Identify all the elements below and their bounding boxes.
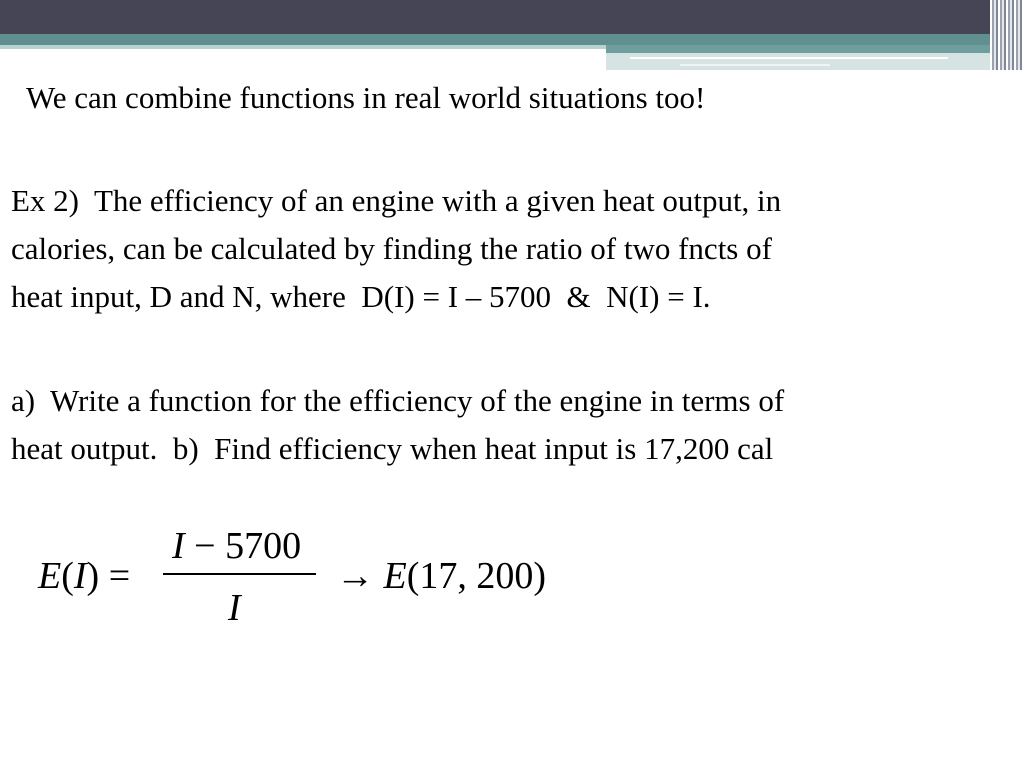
- equation-numerator: [172, 524, 301, 568]
- equation-lhs-close-paren: ): [86, 555, 100, 597]
- header-accent-line-2: [680, 64, 830, 66]
- header-teal-step: [606, 45, 1024, 53]
- task-line-1: a) Write a function for the efficiency of the engine in terms of: [11, 383, 785, 418]
- equation-lhs: [38, 554, 140, 598]
- equation-numerator-rest: − 5700: [184, 525, 302, 567]
- header-accent-line: [630, 57, 948, 59]
- intro-text: We can combine functions in real world situations too!: [26, 80, 706, 115]
- example-line-1: Ex 2) The efficiency of an engine with a given heat output, in: [11, 183, 782, 218]
- equation-lhs-open-paren: (: [61, 555, 74, 597]
- example-line-3: heat input, D and N, where D(I) = I – 5700 & N(I) = I.: [11, 279, 711, 314]
- example-line-2: calories, can be calculated by finding the ratio of two fncts of: [11, 231, 772, 266]
- header-banner: [0, 0, 1024, 34]
- equation-fraction-bar: [163, 573, 316, 575]
- equation-denominator: I: [228, 587, 241, 629]
- equation-rhs-args: (17, 200): [406, 555, 547, 597]
- equation-rhs-function: E: [383, 555, 407, 597]
- header-teal-band: [0, 34, 1024, 45]
- equation-rhs: [336, 554, 546, 598]
- task-line-2: heat output. b) Find efficiency when heat input is 17,200 cal: [11, 431, 774, 466]
- equation-numerator-variable: I: [172, 525, 185, 567]
- equation-arrow: →: [336, 555, 384, 597]
- header-decorative-stripes: [990, 0, 1024, 70]
- header-pale-strip: [606, 53, 1024, 70]
- equation-equals: =: [99, 555, 140, 597]
- equation-lhs-variable: I: [73, 555, 87, 597]
- equation-lhs-function: E: [38, 555, 62, 597]
